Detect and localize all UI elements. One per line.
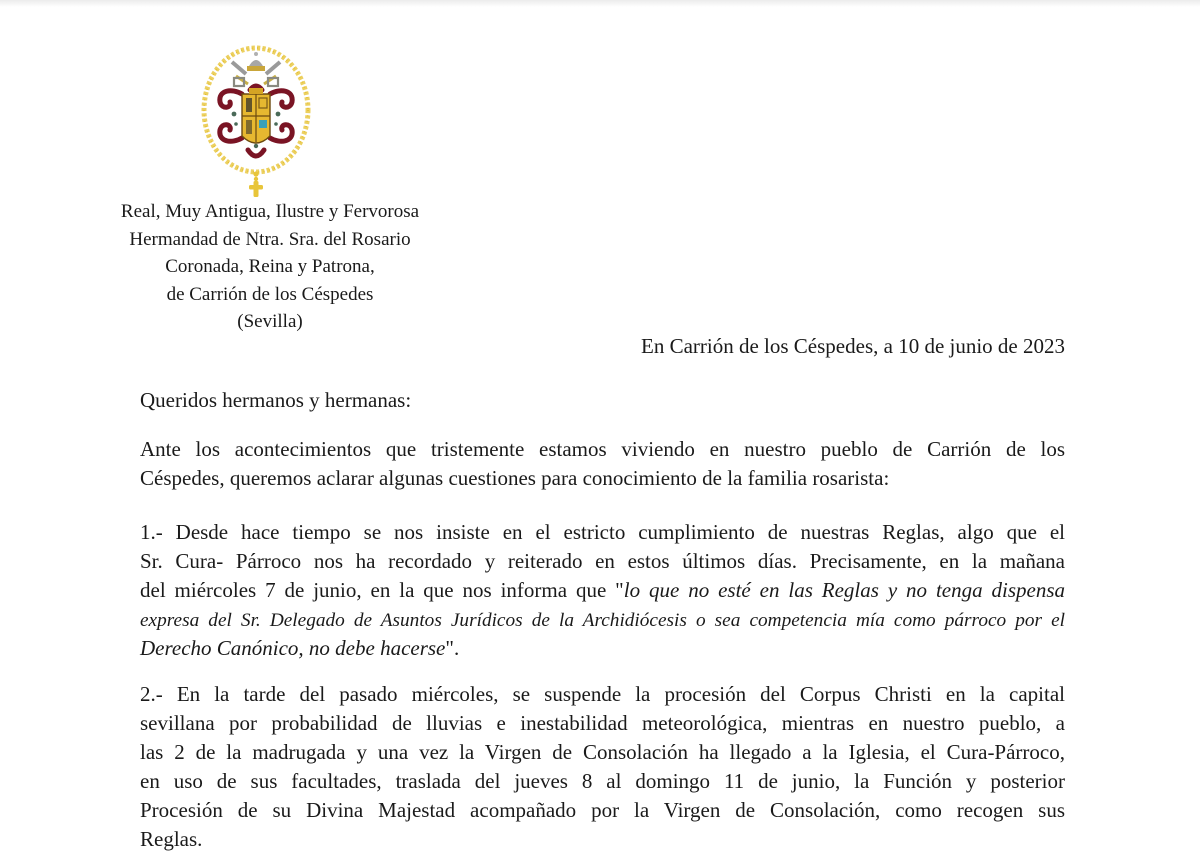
point-2-paragraph xyxy=(140,680,1065,854)
header-line: Coronada, Reina y Patrona, xyxy=(165,256,375,277)
normal-text: del miércoles 7 de junio, en la que nos informa que " xyxy=(140,578,624,602)
paragraph-line: en uso de sus facultades, traslada del jueves 8 al domingo 11 de junio, la Función y posterior xyxy=(140,769,1065,793)
paragraph-line: sevillana por probabilidad de lluvias e inestabilidad meteorológica, mientras en nuestro pueblo, a xyxy=(140,711,1065,735)
date-line: En Carrión de los Céspedes, a 10 de junio de 2023 xyxy=(641,334,1065,358)
quoted-italic-text: expresa del Sr. Delegado de Asuntos Jurídicos de la Archidiócesis o sea competencia mía como párroco por el xyxy=(140,610,1065,631)
quoted-italic-text: lo que no esté en las Reglas y no tenga dispensa xyxy=(623,578,1065,602)
paragraph-line: 1.- Desde hace tiempo se nos insiste en el estricto cumplimiento de nuestras Reglas, algo que el xyxy=(140,520,1065,544)
paragraph-line: Ante los acontecimientos que tristemente estamos viviendo en nuestro pueblo de Carrión de los xyxy=(140,437,1065,461)
normal-text: ". xyxy=(445,636,460,660)
quoted-italic-text: Derecho Canónico, no debe hacerse xyxy=(140,636,446,660)
paragraph-line: Reglas. xyxy=(140,827,203,851)
paragraph-line: 2.- En la tarde del pasado miércoles, se suspende la procesión del Corpus Christi en la capital xyxy=(140,682,1065,706)
header-line: Hermandad de Ntra. Sra. del Rosario xyxy=(129,228,411,250)
paragraph-line: Procesión de su Divina Majestad acompañado por la Virgen de Consolación, como recogen sus xyxy=(140,798,1065,822)
greeting: Queridos hermanos y hermanas: xyxy=(140,388,412,412)
top-edge-shadow xyxy=(0,0,1200,7)
header-line: Real, Muy Antigua, Ilustre y Fervorosa xyxy=(120,201,420,222)
paragraph-line-mixed xyxy=(140,576,1065,605)
paragraph-line: las 2 de la madrugada y una vez la Virgen de Consolación ha llegado a la Iglesia, el Cura-Párroco, xyxy=(140,740,1065,764)
header-line: de Carrión de los Céspedes xyxy=(166,283,374,305)
brotherhood-header xyxy=(40,198,500,336)
paragraph-line xyxy=(140,605,1065,634)
paragraph-line: Céspedes, queremos aclarar algunas cuestiones para conocimiento de la familia rosarista: xyxy=(140,466,890,490)
paragraph-line-mixed xyxy=(140,634,1065,663)
intro-paragraph xyxy=(140,435,1065,493)
header-line: (Sevilla) xyxy=(237,311,303,332)
paragraph-line: Sr. Cura- Párroco nos ha recordado y reiterado en estos últimos días. Precisamente, en la mañana xyxy=(140,549,1065,573)
point-1-paragraph xyxy=(140,518,1065,663)
coat-of-arms-emblem-icon xyxy=(196,38,316,198)
